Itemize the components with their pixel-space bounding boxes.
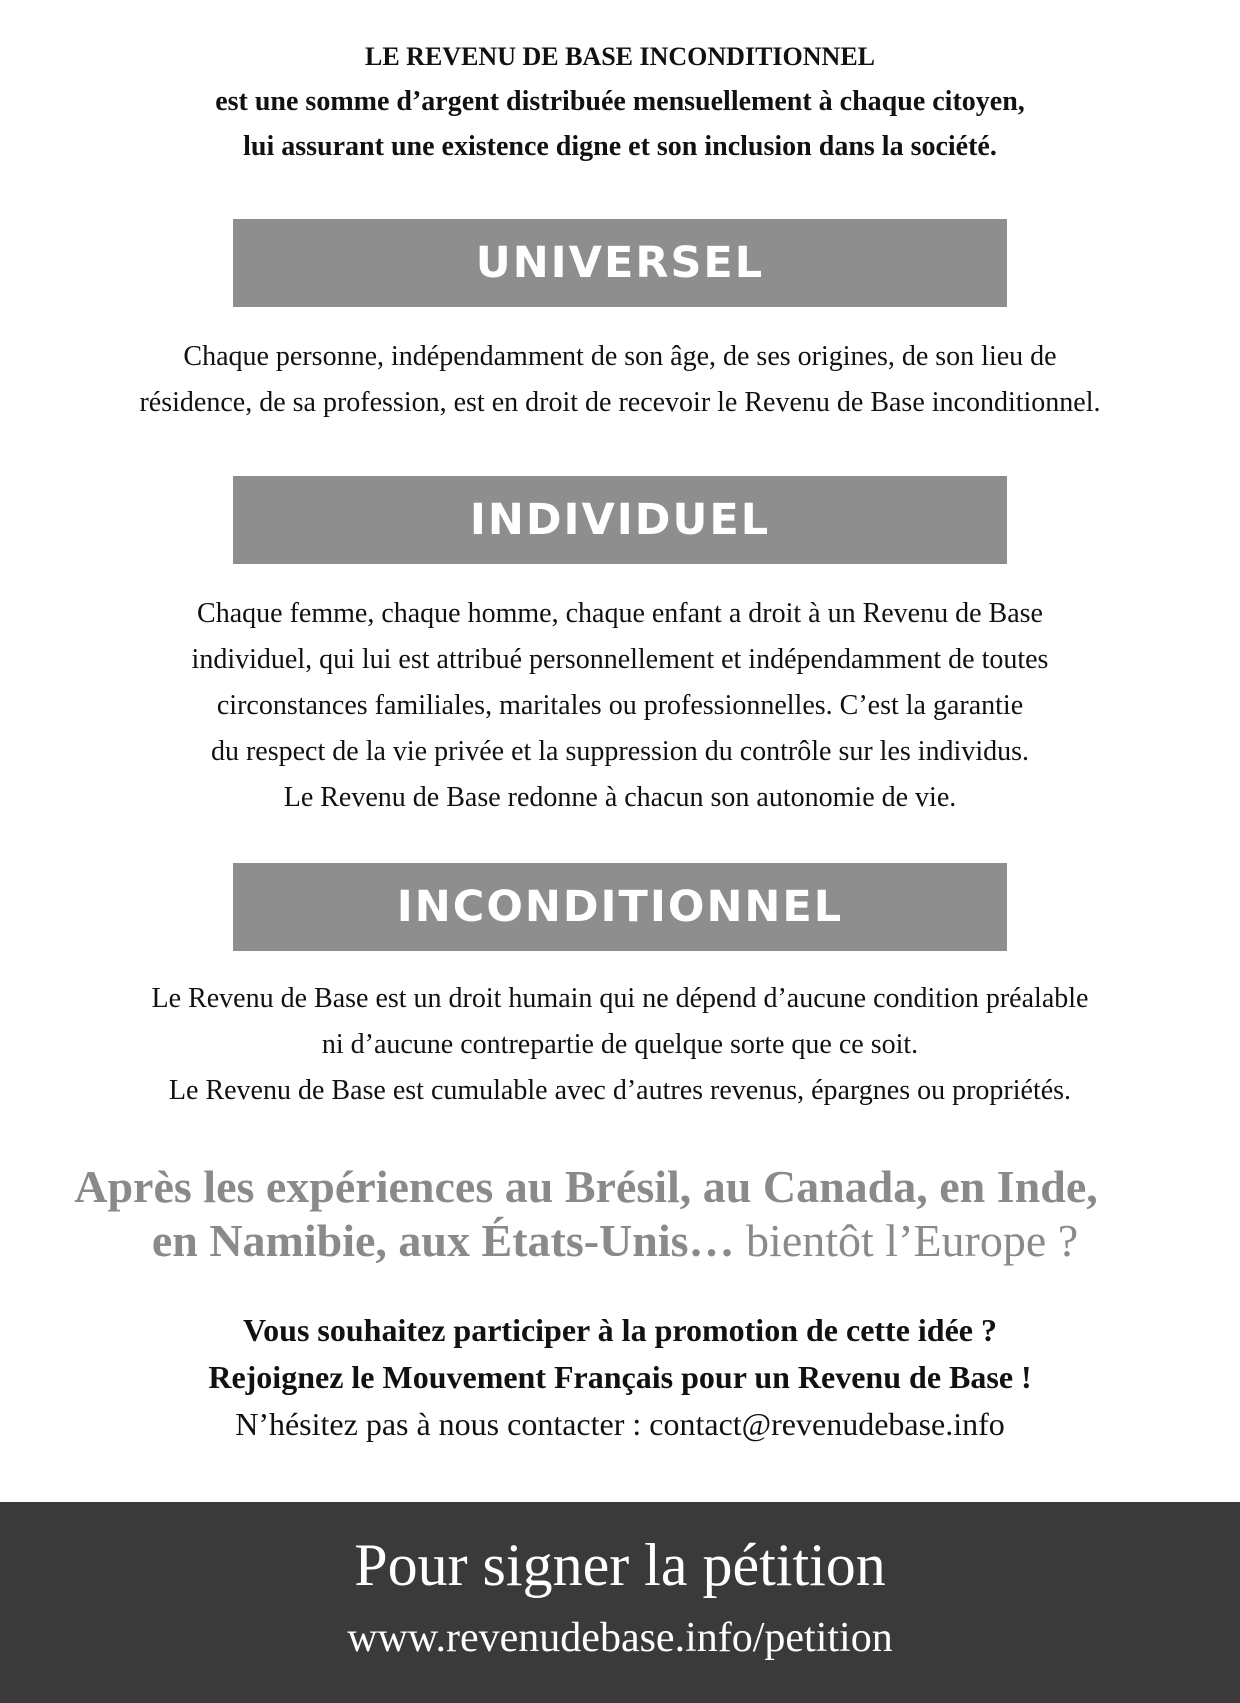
- intro-line-3: lui assurant une existence digne et son inclusion dans la société.: [243, 131, 997, 162]
- petition-footer: [0, 1502, 1240, 1703]
- cta-question: Vous souhaitez participer à la promotion de cette idée ?: [242, 1312, 997, 1348]
- banner-inconditionnel: INCONDITIONNEL: [233, 863, 1007, 951]
- paragraph-line: Chaque personne, indépendamment de son âge, de ses origines, de son lieu de: [183, 341, 1057, 372]
- experiences-countries: en Namibie, aux États-Unis…: [151, 1215, 735, 1266]
- experiences-headline: [0, 1160, 1240, 1268]
- banner-universel: UNIVERSEL: [233, 219, 1007, 307]
- petition-url: www.revenudebase.info/petition: [347, 1615, 893, 1661]
- paragraph-inconditionnel: [40, 976, 1200, 1114]
- experiences-line-2: [0, 1214, 1240, 1268]
- paragraph-line: Le Revenu de Base est un droit humain qui ne dépend d’aucune condition préalable: [151, 983, 1089, 1014]
- petition-title: Pour signer la pétition: [354, 1532, 886, 1598]
- intro-block: [0, 34, 1240, 169]
- banner-individuel: INDIVIDUEL: [233, 476, 1007, 564]
- paragraph-line: Le Revenu de Base redonne à chacun son autonomie de vie.: [283, 782, 957, 813]
- paragraph-line: Chaque femme, chaque homme, chaque enfant a droit à un Revenu de Base: [197, 598, 1043, 629]
- cta-join: Rejoignez le Mouvement Français pour un Revenu de Base !: [208, 1359, 1032, 1395]
- paragraph-line: du respect de la vie privée et la suppression du contrôle sur les individus.: [210, 736, 1029, 767]
- cta-contact: N’hésitez pas à nous contacter : contact@revenudebase.info: [235, 1406, 1005, 1442]
- paragraph-line: circonstances familiales, maritales ou professionnelles. C’est la garantie: [216, 690, 1024, 721]
- paragraph-universel: [40, 334, 1200, 426]
- paragraph-line: Le Revenu de Base est cumulable avec d’autres revenus, épargnes ou propriétés.: [168, 1075, 1072, 1106]
- paragraph-individuel: [40, 591, 1200, 821]
- experiences-line-1: Après les expériences au Brésil, au Canada, en Inde,: [74, 1161, 1098, 1212]
- intro-line-2: est une somme d’argent distribuée mensuellement à chaque citoyen,: [215, 86, 1025, 117]
- experiences-europe: bientôt l’Europe ?: [734, 1215, 1079, 1266]
- paragraph-line: ni d’aucune contrepartie de quelque sorte que ce soit.: [321, 1029, 919, 1060]
- paragraph-line: résidence, de sa profession, est en droit de recevoir le Revenu de Base inconditionnel.: [139, 387, 1101, 418]
- call-to-action: [0, 1307, 1240, 1448]
- paragraph-line: individuel, qui lui est attribué personnellement et indépendamment de toutes: [191, 644, 1049, 675]
- intro-heading: LE REVENU DE BASE INCONDITIONNEL: [365, 42, 875, 71]
